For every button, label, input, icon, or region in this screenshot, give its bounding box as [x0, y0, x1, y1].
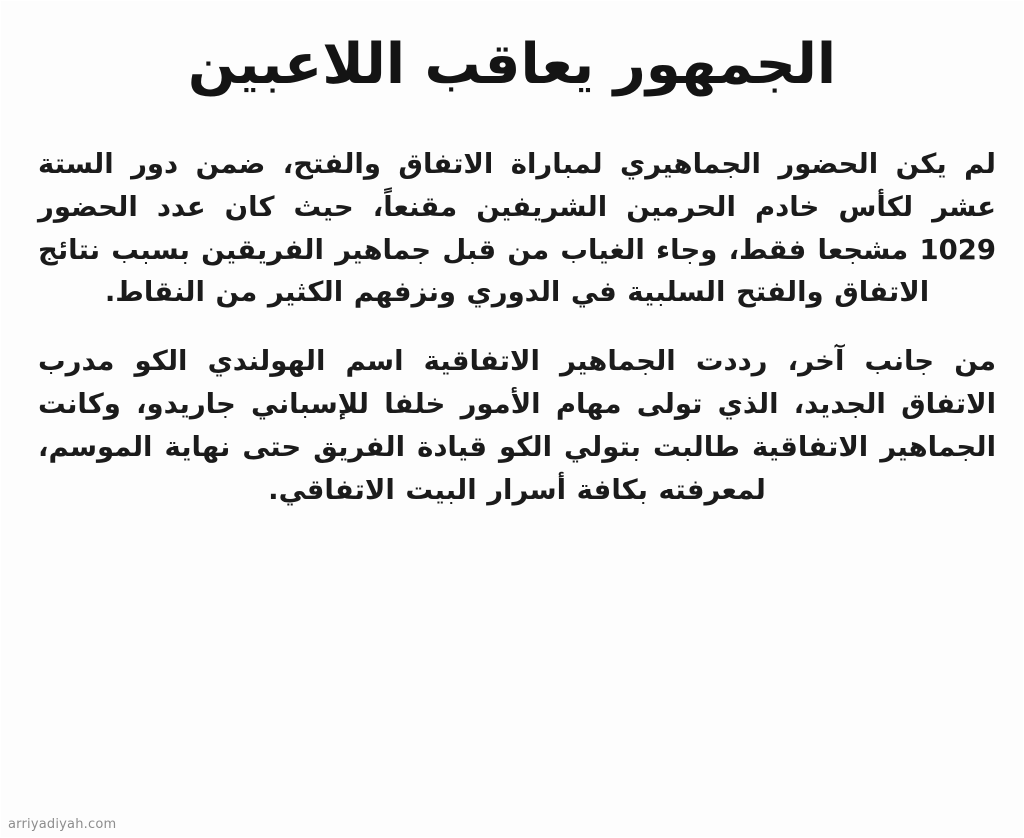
source-credit: arriyadiyah.com: [8, 817, 117, 832]
article-paragraph: من جانب آخر، رددت الجماهير الاتفاقية اسم الهولندي الكو مدرب الاتفاق الجديد، الذي تولى مهام الأمور خلفا للإسباني جاريدو، وكانت الجماهير الاتفاقية طالبت بتولي الكو قيادة الفريق حتى نهاية الموسم، لمعرفته بكافة أسرار البيت الاتفاقي.: [38, 345, 996, 506]
page-title: الجمهور يعاقب اللاعبين: [187, 32, 837, 97]
article-paragraph: لم يكن الحضور الجماهيري لمباراة الاتفاق والفتح، ضمن دور الستة عشر لكأس خادم الحرمين الشريفين مقنعاً، حيث كان عدد الحضور 1029 مشجعا فقط، وجاء الغياب من قبل جماهير الفريقين بسبب نتائج الاتفاق والفتح السلبية في الدوري ونزفهم الكثير من النقاط.: [38, 147, 996, 309]
article-body: [0, 143, 1024, 512]
